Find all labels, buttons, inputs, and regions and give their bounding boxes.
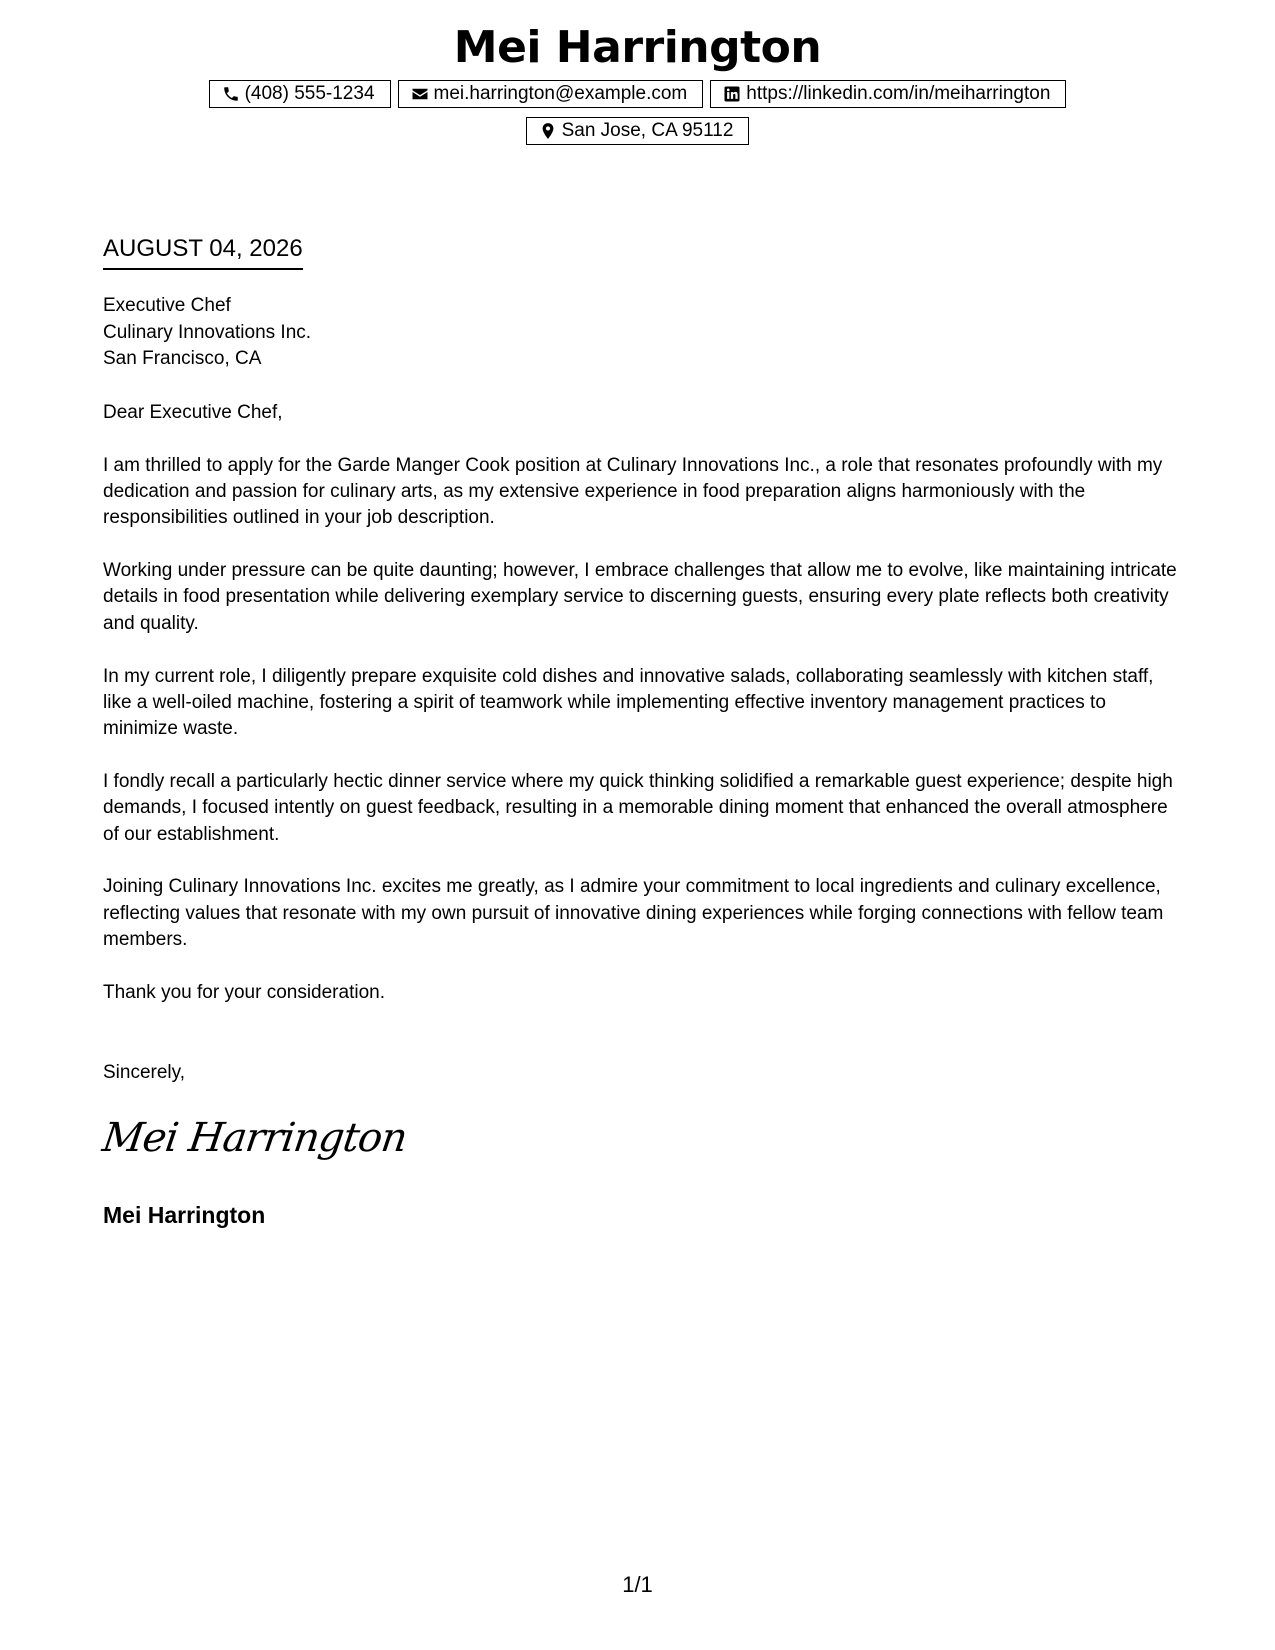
body-paragraph: I fondly recall a particularly hectic dinner service where my quick thinking solidified a remarkable guest experience; despite high demands, I focused intently on guest feedback, resulting in a memorable dining moment that enhanced the overall atmosphere of our establishment. <box>103 770 1173 845</box>
contact-row-primary <box>0 80 1275 108</box>
linkedin-text[interactable]: https://linkedin.com/in/meiharrington <box>746 83 1051 104</box>
body-paragraph: Working under pressure can be quite daunting; however, I embrace challenges that allow me to evolve, like maintaining intricate details in food presentation while delivering exemplary service to discerning guests, ensuring every plate reflects both creativity and quality. <box>103 560 1177 634</box>
signer-name: Mei Harrington <box>103 1202 266 1228</box>
closing-line: Sincerely, <box>103 1062 186 1083</box>
email-text[interactable]: mei.harrington@example.com <box>433 83 688 104</box>
linkedin-icon <box>723 85 741 103</box>
location-text: San Jose, CA 95112 <box>561 120 734 141</box>
letter-body <box>103 400 1178 1033</box>
body-paragraph: I am thrilled to apply for the Garde Manger Cook position at Culinary Innovations Inc., a role that resonates profoundly with my dedication and passion for culinary arts, as my extensive experience in food preparation aligns harmoniously with the responsibilities outlined in your job description. <box>103 454 1163 529</box>
map-pin-icon <box>539 122 557 140</box>
phone-icon <box>222 85 240 103</box>
contact-row-secondary <box>0 117 1275 145</box>
envelope-icon <box>411 85 429 103</box>
phone-text: (408) 555-1234 <box>244 83 375 104</box>
recipient-block <box>103 293 311 373</box>
body-paragraph: Joining Culinary Innovations Inc. excites me greatly, as I admire your commitment to local ingredients and culinary excellence, reflecting values that resonate with my own pursuit of innovative dining experiences while forging connections with fellow team members. <box>103 876 1164 950</box>
applicant-name-heading: Mei Harrington <box>453 22 822 73</box>
recipient-title: Executive Chef <box>103 295 231 316</box>
page-number: 1/1 <box>622 1572 653 1597</box>
handwritten-signature: Mei Harrington <box>99 1115 410 1161</box>
salutation: Dear Executive Chef, <box>103 402 283 423</box>
body-paragraph: In my current role, I diligently prepare exquisite cold dishes and innovative salads, collaborating seamlessly with kitchen staff, like a well-oiled machine, fostering a spirit of teamwork while implementing effective inventory management practices to minimize waste. <box>103 665 1154 740</box>
location-contact <box>526 117 750 145</box>
linkedin-contact[interactable] <box>710 80 1066 108</box>
phone-contact <box>209 80 391 108</box>
recipient-company: Culinary Innovations Inc. <box>103 321 312 343</box>
letter-date: AUGUST 04, 2026 <box>103 234 303 270</box>
thanks-line: Thank you for your consideration. <box>103 981 385 1003</box>
email-contact[interactable] <box>398 80 704 108</box>
recipient-city: San Francisco, CA <box>103 348 262 369</box>
